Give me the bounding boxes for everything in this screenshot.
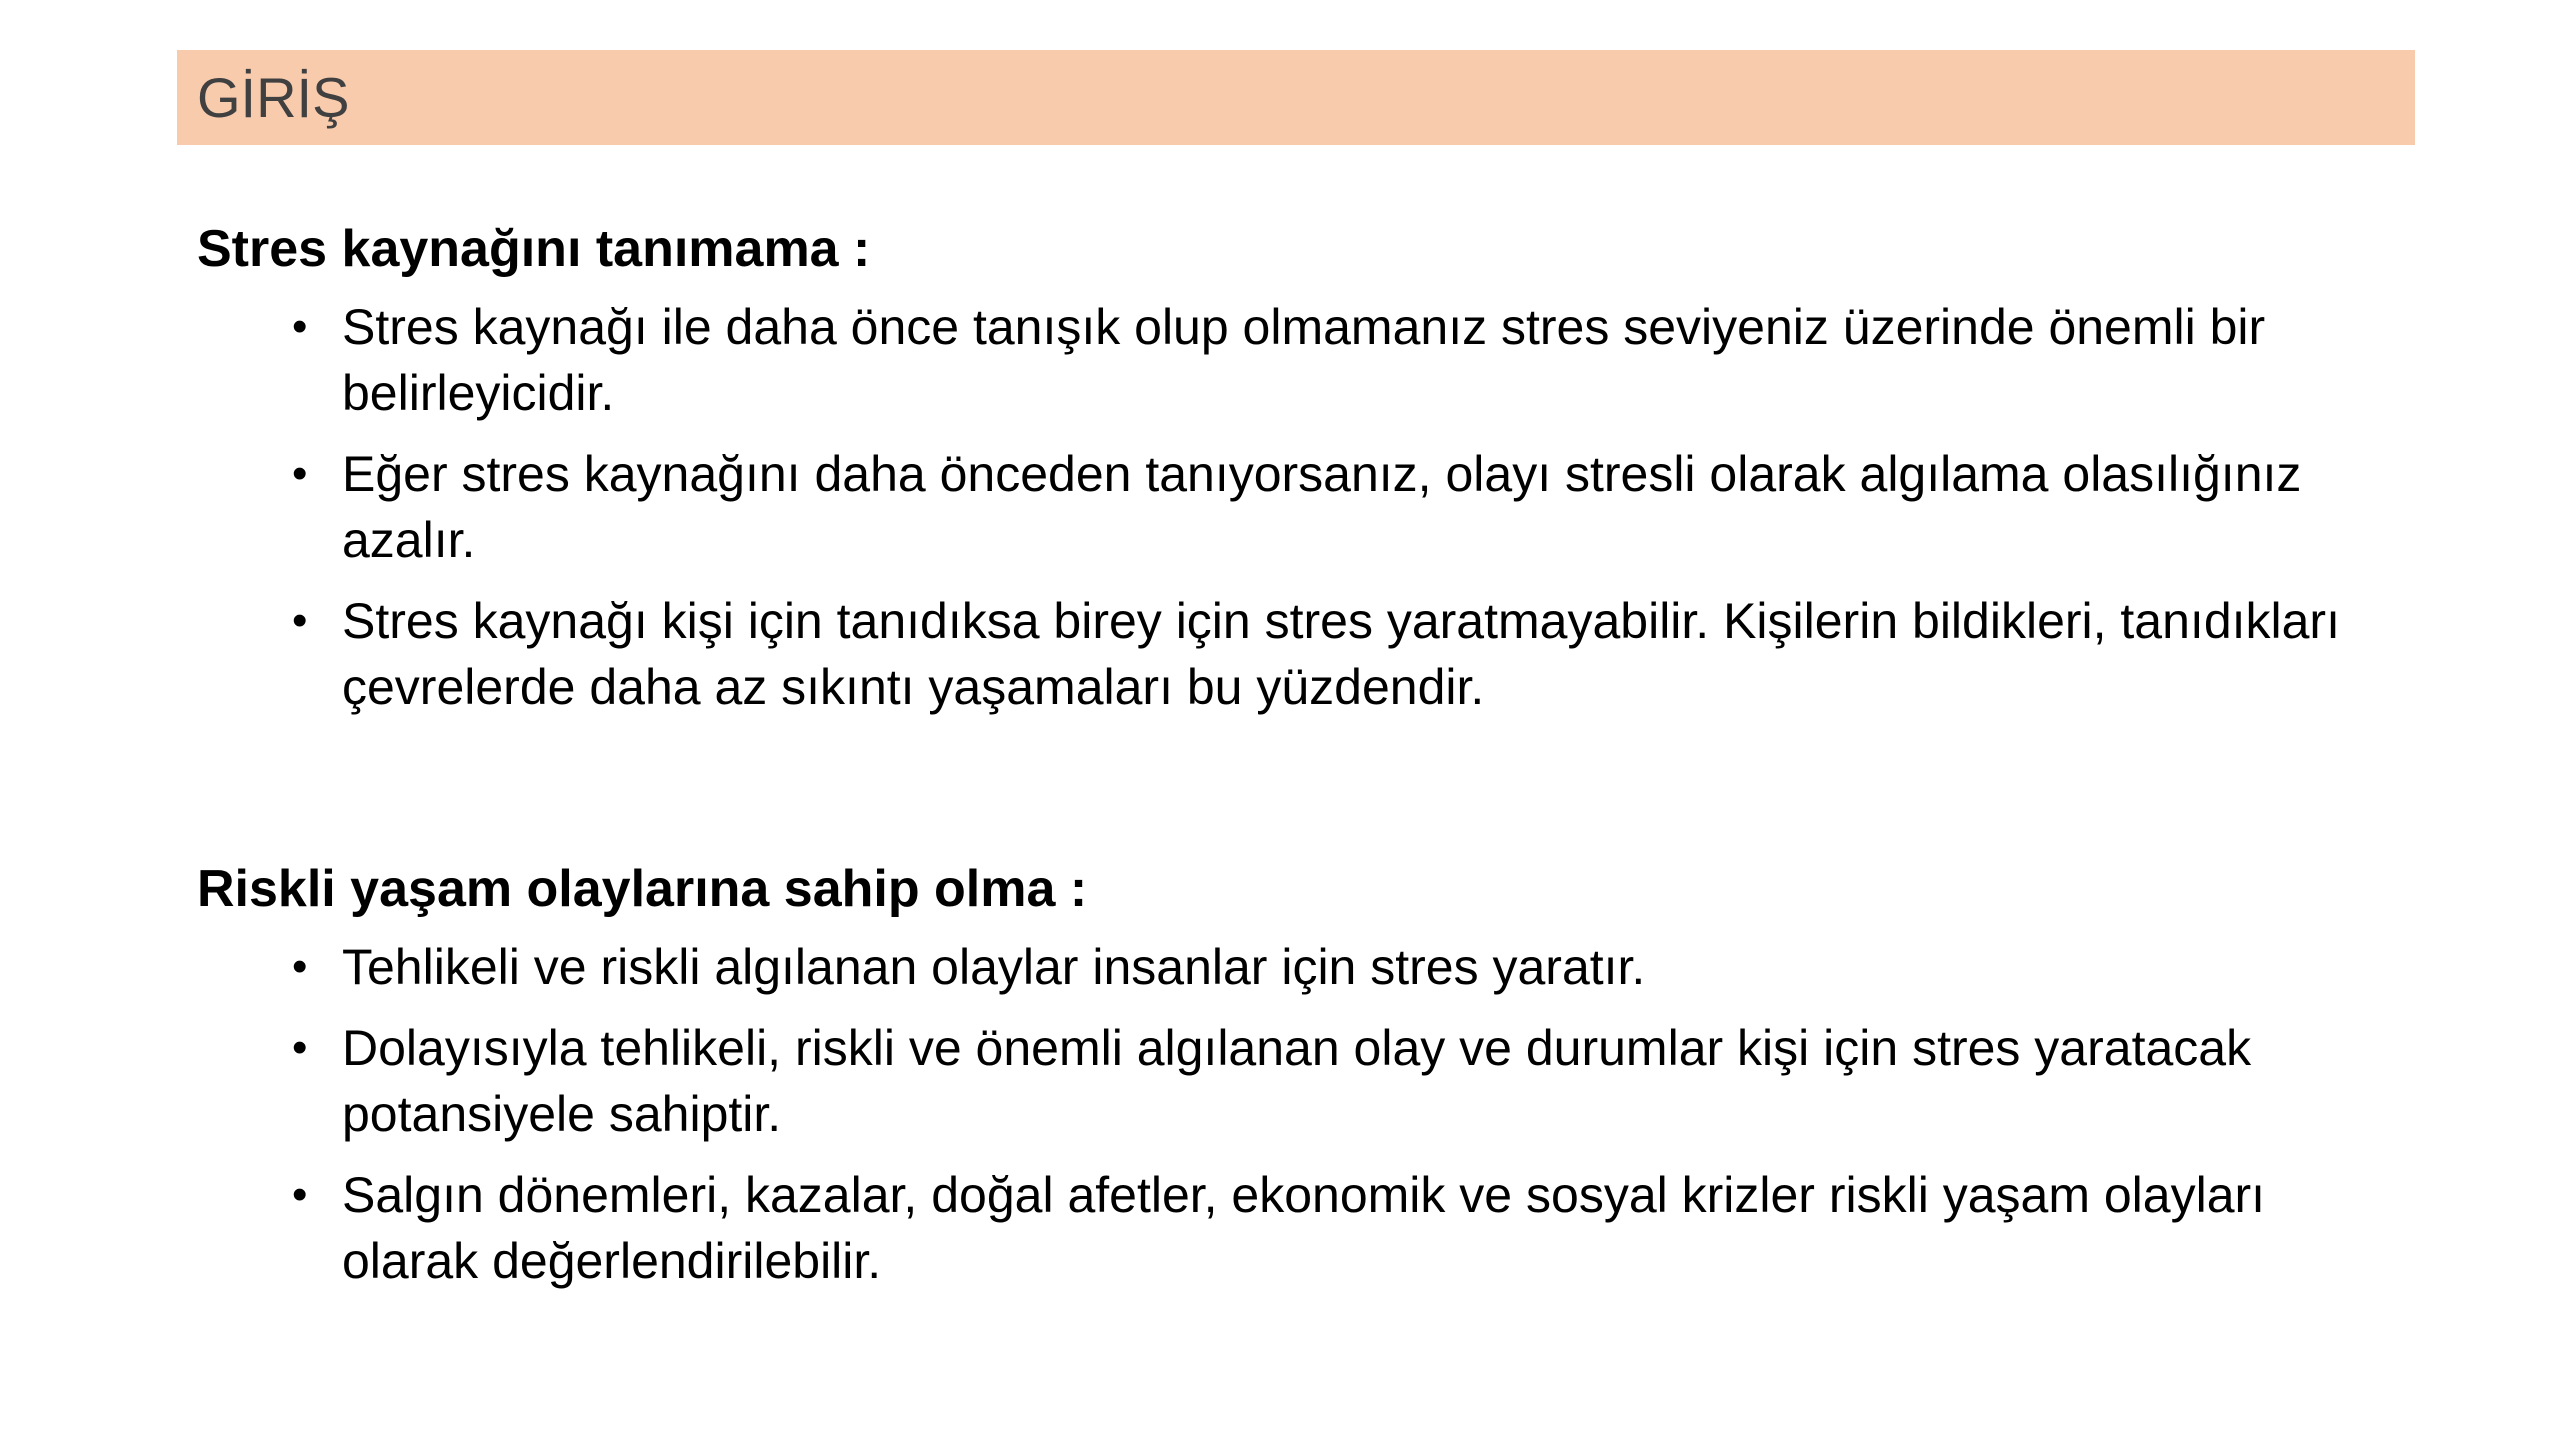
bullet-icon: • — [292, 449, 308, 498]
bullet-text: Dolayısıyla tehlikeli, riskli ve önemli algılanan olay ve durumlar kişi için stres yaratacak potansiyele sahiptir. — [342, 1020, 2252, 1142]
bullet-icon: • — [292, 942, 308, 991]
list-item — [197, 934, 2377, 1000]
bullet-text: Salgın dönemleri, kazalar, doğal afetler, ekonomik ve sosyal krizler riskli yaşam olayları olarak değerlendirilebilir. — [342, 1167, 2266, 1289]
list-item — [197, 441, 2377, 573]
list-item — [197, 294, 2377, 426]
list-item — [197, 1162, 2377, 1294]
bullet-text: Eğer stres kaynağını daha önceden tanıyorsanız, olayı stresli olarak algılama olasılığınız azalır. — [342, 446, 2302, 568]
list-item — [197, 1015, 2377, 1147]
bullet-list — [197, 934, 2377, 1294]
bullet-text: Stres kaynağı kişi için tanıdıksa birey için stres yaratmayabilir. Kişilerin bildikleri, tanıdıkları çevrelerde daha az sıkıntı yaşamaları bu yüzdendir. — [342, 593, 2340, 715]
list-item — [197, 588, 2377, 720]
bullet-list — [197, 294, 2377, 720]
slide-title: GİRİŞ — [197, 66, 350, 129]
bullet-text: Stres kaynağı ile daha önce tanışık olup olmamanız stres seviyeniz üzerinde önemli bir belirleyicidir. — [342, 299, 2266, 421]
section-heading: Stres kaynağını tanımama : — [197, 220, 871, 278]
bullet-icon: • — [292, 302, 308, 351]
bullet-text: Tehlikeli ve riskli algılanan olaylar insanlar için stres yaratır. — [342, 939, 1646, 995]
title-bar — [177, 50, 2415, 145]
bullet-icon: • — [292, 596, 308, 645]
section-heading: Riskli yaşam olaylarına sahip olma : — [197, 860, 1088, 918]
bullet-icon: • — [292, 1023, 308, 1072]
section-unfamiliar-stressor — [197, 212, 2377, 735]
section-risky-life-events — [197, 852, 2377, 1309]
bullet-icon: • — [292, 1170, 308, 1219]
